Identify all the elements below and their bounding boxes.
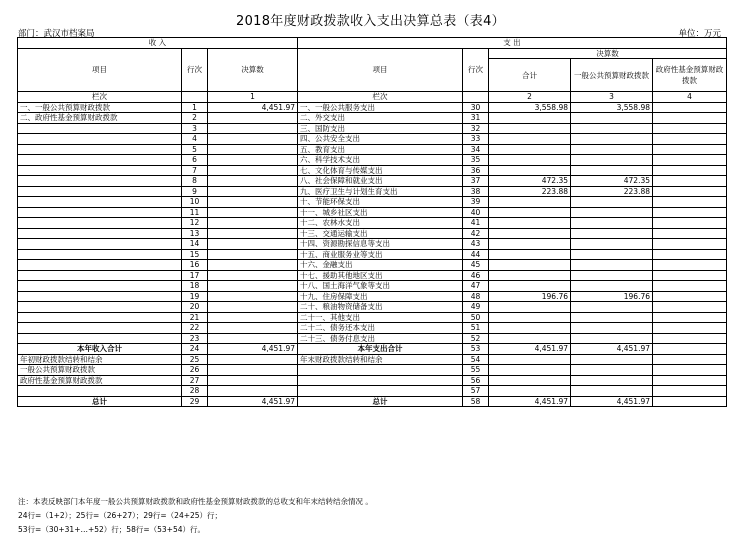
income-amount: 4,451.97 [208, 396, 298, 407]
income-amount [208, 323, 298, 334]
table-row [18, 333, 727, 344]
income-row-num: 26 [182, 365, 208, 376]
expense-general [571, 323, 653, 334]
table-row [18, 134, 727, 145]
expense-general: 4,451.97 [571, 344, 653, 355]
table-row [18, 365, 727, 376]
expense-total: 4,451.97 [489, 396, 571, 407]
expense-item: 本年支出合计 [298, 344, 463, 355]
col-num: 4 [653, 92, 727, 103]
income-amount [208, 155, 298, 166]
expense-fund [653, 102, 727, 113]
income-amount [208, 207, 298, 218]
expense-fund [653, 354, 727, 365]
expense-item: 十九、住房保障支出 [298, 291, 463, 302]
expense-fund [653, 218, 727, 229]
expense-general [571, 165, 653, 176]
income-row-num: 27 [182, 375, 208, 386]
expense-general [571, 228, 653, 239]
expense-row-num: 50 [463, 312, 489, 323]
income-amount [208, 123, 298, 134]
expense-total [489, 249, 571, 260]
expense-general: 3,558.98 [571, 102, 653, 113]
table-row [18, 218, 727, 229]
expense-fund [653, 228, 727, 239]
income-item [18, 260, 182, 271]
expense-item: 八、社会保障和就业支出 [298, 176, 463, 187]
expense-general [571, 260, 653, 271]
income-amount: 4,451.97 [208, 344, 298, 355]
income-amount [208, 260, 298, 271]
expense-row-num: 46 [463, 270, 489, 281]
expense-fund [653, 270, 727, 281]
income-item [18, 312, 182, 323]
table-row [18, 344, 727, 355]
table-row [18, 291, 727, 302]
expense-row-num: 32 [463, 123, 489, 134]
expense-general [571, 386, 653, 397]
income-item [18, 281, 182, 292]
table-row [18, 102, 727, 113]
income-row-num: 25 [182, 354, 208, 365]
income-item: 一、一般公共预算财政拨款 [18, 102, 182, 113]
expense-item: 十、节能环保支出 [298, 197, 463, 208]
income-item: 总计 [18, 396, 182, 407]
expense-row-num: 36 [463, 165, 489, 176]
income-row-num: 29 [182, 396, 208, 407]
col-header-income-item: 项目 [18, 48, 182, 92]
lanci-label: 栏次 [18, 92, 182, 103]
expense-row-num: 34 [463, 144, 489, 155]
expense-total [489, 323, 571, 334]
income-row-num: 17 [182, 270, 208, 281]
income-amount [208, 375, 298, 386]
expense-row-num: 44 [463, 249, 489, 260]
expense-fund [653, 302, 727, 313]
expense-fund [653, 323, 727, 334]
table-row [18, 228, 727, 239]
expense-fund [653, 386, 727, 397]
col-header-total: 合计 [489, 59, 571, 92]
expense-general [571, 197, 653, 208]
table-row [18, 123, 727, 134]
expense-item: 一、一般公共服务支出 [298, 102, 463, 113]
income-amount: 4,451.97 [208, 102, 298, 113]
expense-total [489, 270, 571, 281]
table-row [18, 165, 727, 176]
income-item [18, 228, 182, 239]
income-row-num: 4 [182, 134, 208, 145]
col-header-expense-item: 项目 [298, 48, 463, 92]
col-header-expense-row: 行次 [463, 48, 489, 92]
expense-fund [653, 239, 727, 250]
unit-label: 单位：万元 [678, 29, 721, 39]
expense-fund [653, 207, 727, 218]
expense-row-num: 35 [463, 155, 489, 166]
expense-general: 196.76 [571, 291, 653, 302]
expense-row-num: 33 [463, 134, 489, 145]
expense-fund [653, 365, 727, 376]
expense-general [571, 113, 653, 124]
expense-fund [653, 281, 727, 292]
expense-total [489, 386, 571, 397]
expense-fund [653, 134, 727, 145]
table-row [18, 144, 727, 155]
table-row [18, 239, 727, 250]
income-row-num: 19 [182, 291, 208, 302]
income-amount [208, 228, 298, 239]
expense-row-num: 48 [463, 291, 489, 302]
income-row-num: 12 [182, 218, 208, 229]
expense-item: 十五、商业服务业等支出 [298, 249, 463, 260]
expense-fund [653, 186, 727, 197]
page-title: 2018年度财政拨款收入支出决算总表（表4） [236, 14, 505, 29]
income-item: 年初财政拨款结转和结余 [18, 354, 182, 365]
expense-row-num: 43 [463, 239, 489, 250]
income-amount [208, 218, 298, 229]
expense-item: 三、国防支出 [298, 123, 463, 134]
expense-total [489, 197, 571, 208]
expense-row-num: 54 [463, 354, 489, 365]
income-item [18, 323, 182, 334]
expense-general [571, 312, 653, 323]
expense-fund [653, 113, 727, 124]
col-num: 1 [208, 92, 298, 103]
income-amount [208, 113, 298, 124]
income-amount [208, 186, 298, 197]
income-item [18, 218, 182, 229]
expense-row-num: 55 [463, 365, 489, 376]
income-row-num: 7 [182, 165, 208, 176]
expense-general: 472.35 [571, 176, 653, 187]
expense-item: 年末财政拨款结转和结余 [298, 354, 463, 365]
expense-total [489, 365, 571, 376]
expense-item: 二十三、债务付息支出 [298, 333, 463, 344]
income-row-num: 13 [182, 228, 208, 239]
income-header: 收 入 [18, 38, 298, 49]
expense-row-num: 57 [463, 386, 489, 397]
income-item [18, 186, 182, 197]
note-line: 24行=（1+2）；25行=（26+27）；29行=（24+25）行； [18, 511, 223, 520]
note-line: 53行=（30+31+…+52）行；58行=（53+54）行。 [18, 525, 206, 534]
expense-total [489, 155, 571, 166]
income-item [18, 134, 182, 145]
income-amount [208, 333, 298, 344]
expense-general [571, 375, 653, 386]
income-item [18, 165, 182, 176]
expense-general [571, 354, 653, 365]
expense-general [571, 155, 653, 166]
expense-fund [653, 260, 727, 271]
expense-total [489, 218, 571, 229]
expense-fund [653, 312, 727, 323]
income-row-num: 20 [182, 302, 208, 313]
income-row-num: 11 [182, 207, 208, 218]
income-amount [208, 176, 298, 187]
expense-total: 4,451.97 [489, 344, 571, 355]
expense-total: 196.76 [489, 291, 571, 302]
income-row-num: 2 [182, 113, 208, 124]
income-item [18, 144, 182, 155]
expense-fund [653, 165, 727, 176]
income-row-num: 14 [182, 239, 208, 250]
expense-item [298, 386, 463, 397]
expense-fund [653, 375, 727, 386]
expense-item: 二十、粮油物资储备支出 [298, 302, 463, 313]
income-amount [208, 386, 298, 397]
expense-total [489, 333, 571, 344]
col-header-income-row: 行次 [182, 48, 208, 92]
expense-total: 472.35 [489, 176, 571, 187]
expense-total [489, 113, 571, 124]
note-line: 注：本表反映部门本年度一般公共预算财政拨款和政府性基金预算财政拨款的总收支和年末结转结余情况 。 [18, 497, 373, 506]
expense-fund [653, 344, 727, 355]
income-amount [208, 144, 298, 155]
col-num: 2 [489, 92, 571, 103]
income-item [18, 239, 182, 250]
income-amount [208, 249, 298, 260]
expense-fund [653, 249, 727, 260]
income-row-num: 6 [182, 155, 208, 166]
expense-row-num: 40 [463, 207, 489, 218]
expense-general [571, 123, 653, 134]
income-row-num: 18 [182, 281, 208, 292]
expense-general [571, 249, 653, 260]
income-row-num: 28 [182, 386, 208, 397]
col-num: 3 [571, 92, 653, 103]
expense-total [489, 354, 571, 365]
income-row-num: 24 [182, 344, 208, 355]
table-row [18, 260, 727, 271]
income-item [18, 155, 182, 166]
expense-total [489, 281, 571, 292]
table-row [18, 312, 727, 323]
col-header-fund: 政府性基金预算财政拨款 [653, 59, 727, 92]
expense-row-num: 49 [463, 302, 489, 313]
table-row [18, 323, 727, 334]
income-item [18, 207, 182, 218]
income-item [18, 291, 182, 302]
expense-total: 3,558.98 [489, 102, 571, 113]
expense-row-num: 52 [463, 333, 489, 344]
col-header-general: 一般公共预算财政拨款 [571, 59, 653, 92]
expense-item: 十二、农林水支出 [298, 218, 463, 229]
expense-row-num: 42 [463, 228, 489, 239]
expense-row-num: 30 [463, 102, 489, 113]
expense-header: 支 出 [298, 38, 727, 49]
table-row [18, 386, 727, 397]
table-row [18, 155, 727, 166]
expense-general [571, 270, 653, 281]
income-row-num: 1 [182, 102, 208, 113]
expense-item: 十八、国土海洋气象等支出 [298, 281, 463, 292]
expense-row-num: 45 [463, 260, 489, 271]
expense-fund [653, 155, 727, 166]
table-row [18, 270, 727, 281]
income-item [18, 386, 182, 397]
expense-total [489, 260, 571, 271]
income-row-num: 15 [182, 249, 208, 260]
expense-item: 十四、资源勘探信息等支出 [298, 239, 463, 250]
expense-general [571, 239, 653, 250]
income-amount [208, 239, 298, 250]
expense-fund [653, 291, 727, 302]
income-item [18, 197, 182, 208]
expense-total [489, 312, 571, 323]
expense-item [298, 365, 463, 376]
income-row-num: 9 [182, 186, 208, 197]
expense-item: 十一、城乡社区支出 [298, 207, 463, 218]
income-row-num: 21 [182, 312, 208, 323]
expense-total [489, 375, 571, 386]
expense-row-num: 51 [463, 323, 489, 334]
table-row [18, 249, 727, 260]
expense-general [571, 207, 653, 218]
expense-total [489, 123, 571, 134]
expense-total: 223.88 [489, 186, 571, 197]
expense-row-num: 56 [463, 375, 489, 386]
expense-item: 十三、交通运输支出 [298, 228, 463, 239]
income-item [18, 302, 182, 313]
expense-general [571, 144, 653, 155]
income-item: 政府性基金预算财政拨款 [18, 375, 182, 386]
expense-item: 十七、援助其他地区支出 [298, 270, 463, 281]
col-header-income-amount: 决算数 [208, 48, 298, 92]
expense-row-num: 47 [463, 281, 489, 292]
expense-fund [653, 144, 727, 155]
income-item: 本年收入合计 [18, 344, 182, 355]
income-amount [208, 270, 298, 281]
income-row-num: 23 [182, 333, 208, 344]
income-item [18, 176, 182, 187]
expense-general [571, 281, 653, 292]
expense-item: 四、公共安全支出 [298, 134, 463, 145]
expense-fund [653, 176, 727, 187]
expense-total [489, 144, 571, 155]
income-amount [208, 365, 298, 376]
expense-fund [653, 197, 727, 208]
income-amount [208, 165, 298, 176]
table-row [18, 176, 727, 187]
expense-total [489, 134, 571, 145]
income-row-num: 16 [182, 260, 208, 271]
expense-total [489, 239, 571, 250]
income-amount [208, 354, 298, 365]
expense-item: 九、医疗卫生与计划生育支出 [298, 186, 463, 197]
expense-item: 二十一、其他支出 [298, 312, 463, 323]
expense-row-num: 31 [463, 113, 489, 124]
table-row [18, 281, 727, 292]
expense-item: 总计 [298, 396, 463, 407]
income-amount [208, 134, 298, 145]
table-row [18, 302, 727, 313]
expense-total [489, 228, 571, 239]
income-row-num: 10 [182, 197, 208, 208]
expense-general [571, 365, 653, 376]
department-label: 部门：武汉市档案局 [18, 29, 95, 39]
income-amount [208, 302, 298, 313]
income-item [18, 123, 182, 134]
expense-total [489, 165, 571, 176]
income-item: 一般公共预算财政拨款 [18, 365, 182, 376]
income-row-num: 3 [182, 123, 208, 134]
expense-row-num: 38 [463, 186, 489, 197]
income-row-num: 22 [182, 323, 208, 334]
expense-general [571, 333, 653, 344]
income-amount [208, 197, 298, 208]
expense-item: 二、外交支出 [298, 113, 463, 124]
expense-row-num: 41 [463, 218, 489, 229]
expense-total [489, 302, 571, 313]
expense-row-num: 58 [463, 396, 489, 407]
expense-general: 4,451.97 [571, 396, 653, 407]
expense-general [571, 134, 653, 145]
expense-row-num: 53 [463, 344, 489, 355]
table-row [18, 375, 727, 386]
expense-item [298, 375, 463, 386]
expense-fund [653, 333, 727, 344]
expense-general [571, 302, 653, 313]
income-item: 二、政府性基金预算财政拨款 [18, 113, 182, 124]
income-amount [208, 281, 298, 292]
income-amount [208, 291, 298, 302]
expense-fund [653, 396, 727, 407]
income-item [18, 270, 182, 281]
expense-row-num: 37 [463, 176, 489, 187]
expense-item: 五、教育支出 [298, 144, 463, 155]
income-row-num: 5 [182, 144, 208, 155]
expense-general: 223.88 [571, 186, 653, 197]
expense-item: 六、科学技术支出 [298, 155, 463, 166]
income-row-num: 8 [182, 176, 208, 187]
expense-general [571, 218, 653, 229]
table-row [18, 113, 727, 124]
income-item [18, 333, 182, 344]
income-item [18, 249, 182, 260]
expense-row-num: 39 [463, 197, 489, 208]
expense-item: 二十二、债务还本支出 [298, 323, 463, 334]
expense-fund [653, 123, 727, 134]
lanci-label: 栏次 [298, 92, 463, 103]
table-row [18, 396, 727, 407]
table-row [18, 354, 727, 365]
expense-total [489, 207, 571, 218]
expense-item: 七、文化体育与传媒支出 [298, 165, 463, 176]
expense-item: 十六、金融支出 [298, 260, 463, 271]
budget-table [17, 37, 727, 407]
table-row [18, 197, 727, 208]
table-row [18, 186, 727, 197]
income-amount [208, 312, 298, 323]
col-header-expense-amount: 决算数 [489, 48, 727, 59]
table-row [18, 207, 727, 218]
